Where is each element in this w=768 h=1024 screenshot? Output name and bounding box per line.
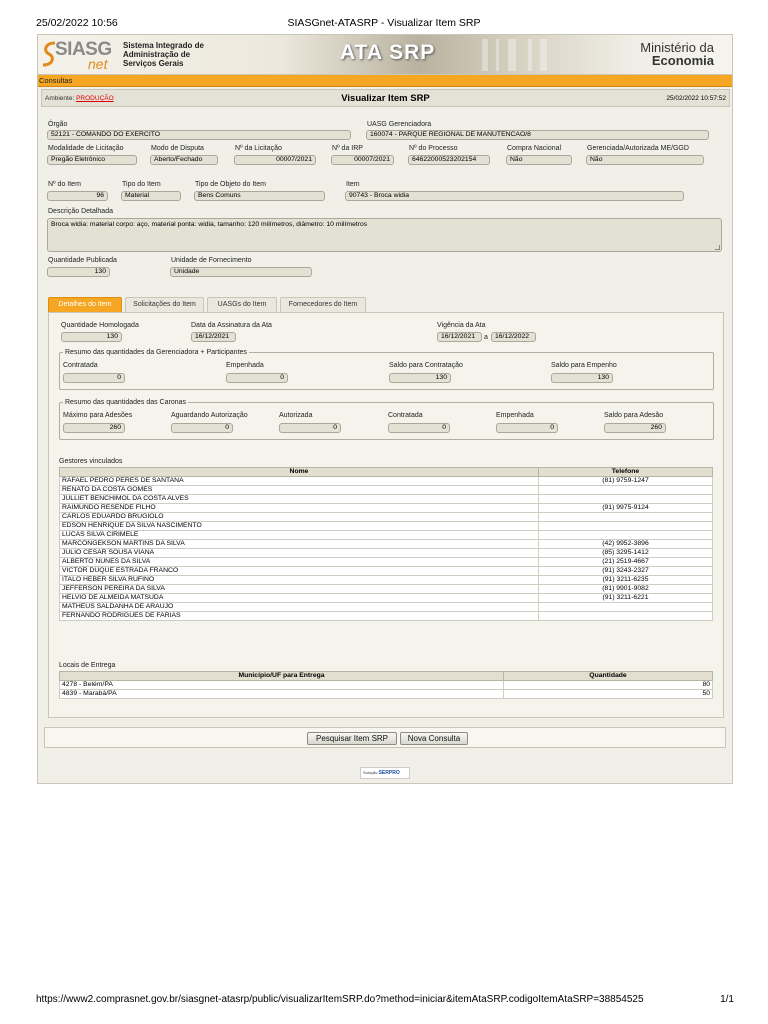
table-cell: 50 (504, 690, 713, 699)
compra-nacional-label: Compra Nacional (507, 145, 562, 152)
table-cell: JULIO CESAR SOUSA VIANA (60, 549, 539, 558)
contratada-field: 0 (63, 373, 125, 383)
gestores-table (59, 467, 713, 621)
qtd-publicada-label: Quantidade Publicada (48, 257, 117, 264)
table-cell: MARCONGEKSON MARTINS DA SILVA (60, 540, 539, 549)
table-cell (539, 531, 713, 540)
unidade-fornecimento-field: Unidade (170, 267, 312, 277)
table-cell (539, 522, 713, 531)
item-label: Item (346, 181, 360, 188)
table-row (60, 681, 713, 690)
serpro-logo (360, 767, 410, 779)
table-cell: JEFFERSON PEREIRA DA SILVA (60, 585, 539, 594)
compra-nacional-field: Não (506, 155, 572, 165)
timestamp: 25/02/2022 10:57:52 (666, 95, 726, 102)
modalidade-label: Modalidade de Licitação (48, 145, 124, 152)
table-cell: (21) 2519-4667 (539, 558, 713, 567)
orgao-label: Órgão (48, 121, 68, 128)
table-cell: (91) 3211-6235 (539, 576, 713, 585)
carona-empenhada-label: Empenhada (496, 412, 534, 419)
system-name: Sistema Integrado de Administração de Serviços Gerais (123, 41, 204, 68)
table-row (60, 495, 713, 504)
table-row (60, 594, 713, 603)
resumo-caronas-group (59, 399, 714, 440)
serpro-brand: SERPRO (378, 770, 400, 776)
table-row (60, 612, 713, 621)
num-irp-label: Nº da IRP (332, 145, 363, 152)
table-row (60, 576, 713, 585)
ministry-line1: Ministério da (640, 40, 714, 55)
locais-table (59, 671, 713, 699)
print-title: SIASGnet-ATASRP - Visualizar Item SRP (287, 17, 481, 29)
saldo-contratacao-label: Saldo para Contratação (389, 362, 463, 369)
saldo-adesao-label: Saldo para Adesão (604, 412, 664, 419)
table-cell: MATHEUS SALDANHA DE ARAUJO (60, 603, 539, 612)
table-row (60, 585, 713, 594)
resumo-caronas-legend: Resumo das quantidades das Caronas (65, 399, 187, 406)
table-cell: (91) 3211-6221 (539, 594, 713, 603)
title-bar (41, 89, 730, 107)
num-processo-field: 64622000523202154 (408, 155, 490, 165)
aguardando-autorizacao-label: Aguardando Autorização (171, 412, 248, 419)
menu-bar (38, 75, 732, 87)
num-licitacao-field: 00007/2021 (234, 155, 316, 165)
table-cell: RENATO DA COSTA GOMES (60, 486, 539, 495)
autorizada-label: Autorizada (279, 412, 313, 419)
table-cell: FERNANDO RODRIGUES DE FARIAS (60, 612, 539, 621)
gestores-header-row (60, 468, 713, 477)
carona-contratada-label: Contratada (388, 412, 423, 419)
gestores-title: Gestores vinculados (59, 458, 123, 465)
resumo-gerenciadora-group (59, 349, 714, 390)
table-cell: EDSON HENRIQUE DA SILVA NASCIMENTO (60, 522, 539, 531)
uasg-label: UASG Gerenciadora (367, 121, 432, 128)
print-page-number: 1/1 (720, 994, 734, 1005)
print-date: 25/02/2022 10:56 (36, 17, 118, 29)
saldo-adesao-field: 260 (604, 423, 666, 433)
data-assinatura-label: Data da Assinatura da Ata (191, 322, 272, 329)
column-header-quantidade: Quantidade (504, 672, 713, 681)
resumo-gerenciadora-legend: Resumo das quantidades da Gerenciadora + Participantes (65, 349, 247, 356)
autorizada-field: 0 (279, 423, 341, 433)
num-licitacao-label: Nº da Licitação (235, 145, 282, 152)
siasgnet-logo (41, 39, 115, 71)
table-cell: (91) 9975-9124 (539, 504, 713, 513)
locais-title: Locais de Entrega (59, 662, 116, 669)
table-row (60, 540, 713, 549)
table-row (60, 522, 713, 531)
tab-fornecedores[interactable]: Fornecedores do Item (280, 297, 366, 312)
data-assinatura-field: 16/12/2021 (191, 332, 236, 342)
action-bar (44, 727, 726, 748)
table-cell: 80 (504, 681, 713, 690)
qtd-homologada-label: Quantidade Homologada (61, 322, 139, 329)
num-irp-field: 00007/2021 (331, 155, 394, 165)
table-row (60, 549, 713, 558)
table-cell: (81) 9901-9082 (539, 585, 713, 594)
vigencia-start-field: 16/12/2021 (437, 332, 482, 342)
table-cell: CARLOS EDUARDO BRUGIOLO (60, 513, 539, 522)
environment-link[interactable]: PRODUÇÃO (76, 95, 114, 102)
table-cell: HELVIO DE ALMEIDA MATSUDA (60, 594, 539, 603)
table-cell (539, 486, 713, 495)
carona-contratada-field: 0 (388, 423, 450, 433)
orgao-field: 52121 - COMANDO DO EXERCITO (47, 130, 351, 140)
logo-net-text: net (88, 56, 108, 72)
banner-decoration (478, 39, 558, 71)
table-cell: (85) 3295-1412 (539, 549, 713, 558)
contratada-label: Contratada (63, 362, 98, 369)
print-url: https://www2.comprasnet.gov.br/siasgnet-atasrp/public/visualizarItemSRP.do?method=iniciar&itemAtaSRP.codigoItemAtaSRP=38854525 (36, 994, 644, 1005)
descricao-label: Descrição Detalhada (48, 208, 113, 215)
table-row (60, 504, 713, 513)
tab-uasgs[interactable]: UASGs do Item (207, 297, 277, 312)
tab-solicitacoes[interactable]: Solicitações do Item (125, 297, 204, 312)
table-cell: RAFAEL PEDRO PERES DE SANTANA (60, 477, 539, 486)
ministry-line2: Economia (651, 53, 714, 68)
table-row (60, 531, 713, 540)
locais-header-row (60, 672, 713, 681)
app-page (37, 34, 733, 784)
table-row (60, 603, 713, 612)
table-row (60, 477, 713, 486)
table-cell: (42) 9952-3896 (539, 540, 713, 549)
qtd-homologada-field: 130 (61, 332, 122, 342)
table-row (60, 558, 713, 567)
aguardando-autorizacao-field: 0 (171, 423, 233, 433)
tipo-objeto-label: Tipo de Objeto do Item (195, 181, 266, 188)
table-row (60, 690, 713, 699)
modo-disputa-label: Modo de Disputa (151, 145, 204, 152)
num-item-field: 96 (47, 191, 108, 201)
app-title: ATA SRP (340, 41, 436, 64)
table-cell: (91) 3243-2327 (539, 567, 713, 576)
print-header (0, 17, 768, 31)
table-cell: RAIMUNDO RESENDE FILHO (60, 504, 539, 513)
resize-grip-icon[interactable] (715, 245, 720, 250)
logo-siasg-text: SIASG (55, 39, 112, 60)
vigencia-label: Vigência da Ata (437, 322, 486, 329)
column-header-municipio: Município/UF para Entrega (60, 672, 504, 681)
qtd-publicada-field: 130 (47, 267, 110, 277)
num-processo-label: Nº do Processo (409, 145, 458, 152)
tipo-item-field: Material (121, 191, 181, 201)
num-item-label: Nº do Item (48, 181, 81, 188)
modo-disputa-field: Aberto/Fechado (150, 155, 218, 165)
descricao-text: Broca widia: material corpo: aço, material ponta: widia, tamanho: 120 milímetros, diâmetro: 10 milímetros (51, 221, 368, 228)
tipo-item-label: Tipo do Item (122, 181, 161, 188)
modalidade-field: Pregão Eletrônico (47, 155, 137, 165)
maximo-adesoes-field: 260 (63, 423, 125, 433)
nova-consulta-button[interactable]: Nova Consulta (400, 732, 468, 745)
uasg-field: 160074 - PARQUE REGIONAL DE MANUTENCAO/8 (366, 130, 709, 140)
table-row (60, 513, 713, 522)
table-row (60, 567, 713, 576)
unidade-fornecimento-label: Unidade de Fornecimento (171, 257, 252, 264)
table-cell: LUCAS SILVA CIRIMELE (60, 531, 539, 540)
serpro-prefix: Solução (363, 770, 378, 775)
environment-label: Ambiente: (45, 95, 75, 102)
ministry-logo (640, 41, 714, 67)
carona-empenhada-field: 0 (496, 423, 558, 433)
table-cell (539, 513, 713, 522)
page-title: Visualizar Item SRP (341, 93, 430, 104)
table-cell (539, 612, 713, 621)
tipo-objeto-field: Bens Comuns (194, 191, 325, 201)
table-cell: VICTOR DUQUE ESTRADA FRANCO (60, 567, 539, 576)
pesquisar-item-button[interactable]: Pesquisar Item SRP (307, 732, 397, 745)
vigencia-separator: a (484, 334, 488, 341)
table-row (60, 486, 713, 495)
gerenciada-field: Não (586, 155, 704, 165)
item-field: 90743 - Broca widia (345, 191, 684, 201)
table-cell: 4278 - Belém/PA (60, 681, 504, 690)
table-cell (539, 603, 713, 612)
table-cell: (81) 9759-1247 (539, 477, 713, 486)
table-cell: ITALO HEBER SILVA RUFINO (60, 576, 539, 585)
table-cell (539, 495, 713, 504)
saldo-contratacao-field: 130 (389, 373, 451, 383)
column-header-nome: Nome (60, 468, 539, 477)
saldo-empenho-field: 130 (551, 373, 613, 383)
maximo-adesoes-label: Máximo para Adesões (63, 412, 133, 419)
empenhada-field: 0 (226, 373, 288, 383)
tab-panel-detalhes (48, 312, 724, 718)
menu-item-consultas[interactable]: Consultas (39, 76, 73, 85)
descricao-textarea[interactable] (47, 218, 722, 252)
empenhada-label: Empenhada (226, 362, 264, 369)
table-cell: ALBERTO NUNES DA SILVA (60, 558, 539, 567)
table-cell: JULLIET BENCHIMOL DA COSTA ALVES (60, 495, 539, 504)
gerenciada-label: Gerenciada/Autorizada ME/GGD (587, 145, 689, 152)
header-banner (38, 35, 732, 75)
table-cell: 4839 - Marabá/PA (60, 690, 504, 699)
tab-bar (48, 297, 724, 312)
tab-detalhes[interactable]: Detalhes do Item (48, 297, 122, 312)
column-header-telefone: Telefone (539, 468, 713, 477)
vigencia-end-field: 16/12/2022 (491, 332, 536, 342)
saldo-empenho-label: Saldo para Empenho (551, 362, 617, 369)
